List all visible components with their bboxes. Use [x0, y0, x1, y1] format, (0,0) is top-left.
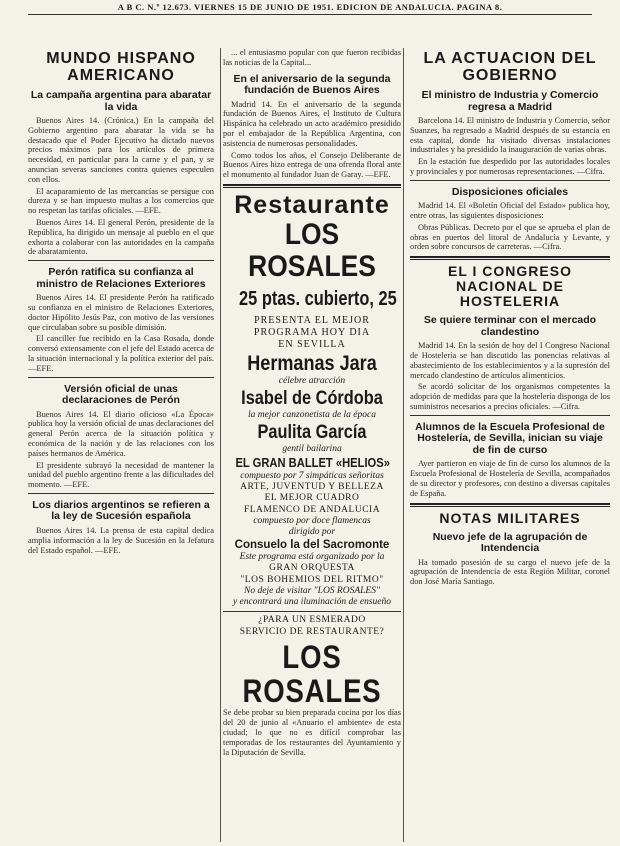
- column-left: [28, 48, 214, 842]
- section-title-line-2: AMERICANO: [67, 67, 175, 84]
- article-paragraph: Madrid 14. El «Boletín Oficial del Estado» publica hoy, entre otras, las siguientes disposiciones:: [410, 201, 610, 221]
- section-title-line-1: MUNDO HISPANO: [46, 50, 196, 67]
- article-headline: La campaña argentina para abaratar la vida: [30, 89, 212, 113]
- divider: [28, 493, 214, 494]
- ad-question: ¿PARA UN ESMERADO: [258, 615, 366, 626]
- divider: [223, 611, 401, 612]
- ad-act-name: Paulita García: [257, 421, 367, 443]
- article-headline-large: EL I CONGRESO NACIONAL DE HOSTELERIA: [448, 263, 572, 310]
- article-paragraph: Ayer partieron en viaje de fin de curso los alumnos de la Escuela Profesional de Hostelería de Sevilla, acompañados de su director y profesores, con destino a diversas capitales de España.: [410, 459, 610, 498]
- ad-question: SERVICIO DE RESTAURANTE?: [239, 626, 385, 637]
- ad-price: 25 ptas. cubierto, 25: [239, 287, 397, 310]
- article-headline: El ministro de Industria y Comercio regresa a Madrid: [421, 89, 599, 113]
- ad-act-name: FLAMENCO DE ANDALUCIA: [243, 504, 381, 515]
- ad-act-caption: compuesto por 7 simpáticas señoritas: [240, 470, 384, 481]
- article-paragraph: Buenos Aires 14. El presidente Perón ha ratificado su confianza en el ministro de Relaciones Exteriores, doctor Hipólito Jesús Paz, con motivo de las versiones que circulaban sobre su posible dimisión.: [28, 293, 214, 332]
- article-paragraph: Barcelona 14. El ministro de Industria y Comercio, señor Suanzes, ha regresado a Madrid después de su estancia en esta capital, donde ha visitado diversas instalaciones industriales y ha presidido la inauguración de varias obras.: [410, 116, 610, 155]
- article-paragraph: Obras Públicas. Decreto por el que se aprueba el plan de obras en puertos del litoral de Andalucía y Levante, y orden sobre concursos de carreteras. —Cifra.: [410, 222, 610, 252]
- article-headline-large: NOTAS MILITARES: [439, 509, 581, 526]
- ad-act-name: EL GRAN BALLET «HELIOS»: [235, 454, 390, 470]
- page-masthead: [0, 0, 620, 46]
- divider: [28, 377, 214, 378]
- ad-presents-line: PRESENTA EL MEJOR: [254, 314, 370, 326]
- divider: [410, 503, 610, 507]
- ad-act-caption: Este programa está organizado por la: [239, 552, 385, 563]
- article-paragraph: Madrid 14. En el aniversario de la segunda fundación de Buenos Aires, el Instituto de Cultura Hispánica ha celebrado un acto académico presidido por el embajador de la República Argentina, con asistencia de numerosas personalidades.: [223, 99, 401, 148]
- divider: [410, 180, 610, 181]
- section-title-mundo-hispano: [28, 50, 214, 84]
- article-headline: Disposiciones oficiales: [451, 185, 569, 198]
- article-paragraph: El canciller fue recibido en la Casa Rosada, donde conversó extensamente con el jefe del Estado acerca de la situación internacional y la política exterior del país. —EFE.: [28, 334, 214, 373]
- ad-visit-line: y encontrará una iluminación de ensueño: [232, 597, 392, 608]
- article-paragraph: ... el entusiasmo popular con que fueron recibidas las noticias de la Capital...: [223, 48, 401, 67]
- ad-restaurant-name: LOS ROSALES: [248, 217, 376, 283]
- ad-presents-line: PROGRAMA HOY DIA: [253, 326, 371, 338]
- article-headline: En el aniversario de la segunda fundación de Buenos Aires: [233, 72, 391, 97]
- ad-orchestra: "LOS BOHEMIOS DEL RITMO": [240, 574, 384, 585]
- section-title-gobierno: [410, 50, 610, 84]
- article-subheadline: Nuevo jefe de la agrupación de Intendencia: [432, 530, 588, 555]
- section-title-line-2: GOBIERNO: [462, 67, 558, 84]
- article-paragraph: Buenos Aires 14. La prensa de esta capital dedica amplia información a la ley de Sucesión en la Jefatura del Estado español. —EFE.: [28, 525, 214, 555]
- ad-act-caption: gentil bailarina: [282, 443, 342, 454]
- article-headline: Los diarios argentinos se refieren a la ley de Sucesión española: [32, 498, 210, 523]
- article-paragraph: Se acordó solicitar de los organismos competentes la adopción de medidas para que la hostelería disponga de los suministros necesarios a precios oficiales. —Cifra.: [410, 382, 610, 412]
- ad-act-name: EL MEJOR CUADRO: [264, 493, 360, 504]
- column-right: [410, 48, 610, 842]
- article-headline: Alumnos de la Escuela Profesional de Hostelería, de Sevilla, inician su viaje de fin de curso: [415, 420, 605, 456]
- article-paragraph: Buenos Aires 14. El diario oficioso «La Época» publica hoy la versión oficial de unas declaraciones del general Perón acerca de la situación política y económica de la nación y de las relaciones con los países hermanos de América.: [28, 409, 214, 458]
- article-subheadline: Se quiere terminar con el mercado clandestino: [423, 314, 597, 338]
- article-paragraph: Madrid 14. En la sesión de hoy del I Congreso Nacional de Hostelería se han discutido las ponencias relativas al abastecimiento de los establecimientos y a la supresión del mercado clandestino de artículos alimenticios.: [410, 341, 610, 380]
- ad-act-caption: célebre atracción: [278, 375, 346, 386]
- article-paragraph: Buenos Aires 14. (Crónica.) En la campaña del Gobierno argentino para abaratar la vida se ha destacado que el Poder Ejecutivo ha dictado nuevos precios máximos para los artículos de primera necesidad, en particular para la carne y el pan, y se anuncian severas sanciones contra quienes especulen con ellos.: [28, 116, 214, 184]
- column-center: [220, 48, 404, 842]
- ad-presents-line: EN SEVILLA: [278, 338, 346, 350]
- divider: [28, 260, 214, 261]
- ad-orchestra: GRAN ORQUESTA: [269, 563, 355, 574]
- article-paragraph: Ha tomado posesión de su cargo el nuevo jefe de la agrupación de Intendencia de esta Región Militar, coronel don José María Santiago.: [410, 557, 610, 587]
- ad-act-caption: dirigido por: [288, 527, 336, 538]
- restaurant-advertisement: [223, 192, 401, 757]
- article-paragraph: Buenos Aires 14. El general Perón, presidente de la República, ha dirigido un mensaje al pueblo en el que exhorta a colaborar con las autoridades en la campaña de abaratamiento.: [28, 217, 214, 257]
- article-headline: Perón ratifica su confianza al ministro de Relaciones Exteriores: [36, 266, 206, 290]
- masthead-rule: [28, 14, 592, 15]
- ad-restaurant-label: Restaurante: [234, 190, 390, 219]
- ad-act-name: Consuelo la del Sacromonte: [234, 539, 390, 552]
- article-paragraph: En la estación fue despedido por las autoridades locales y provinciales y por numerosas representaciones. —Cifra.: [410, 157, 610, 176]
- section-title-line-1: LA ACTUACION DEL: [423, 50, 597, 67]
- ad-restaurant-name-footer: LOS ROSALES: [242, 639, 382, 710]
- ad-act-name: Hermanas Jara: [247, 351, 377, 375]
- article-paragraph: El presidente subrayó la necesidad de mantener la unidad del pueblo argentino frente a las dificultades del momento. —EFE.: [28, 460, 214, 490]
- ad-act-caption: compuesto por doce flamencas: [253, 516, 371, 527]
- ad-act-caption: ARTE, JUVENTUD Y BELLEZA: [240, 481, 384, 492]
- divider: [223, 184, 401, 188]
- masthead-text: A B C. N.º 12.673. VIERNES 15 DE JUNIO DE 1951. EDICION DE ANDALUCIA. PAGINA 8.: [117, 2, 503, 12]
- ad-act-caption: la mejor canzonetista de la época: [248, 409, 376, 420]
- article-paragraph: Como todos los años, el Consejo Deliberante de Buenos Aires hizo entrega de una ofrenda floral ante el monumento al fundador Juan de Garay. —EFE.: [223, 150, 401, 180]
- ad-act-name: Isabel de Córdoba: [241, 387, 383, 409]
- ad-visit-line: No deje de visitar "LOS ROSALES": [244, 586, 380, 597]
- article-headline: Versión oficial de unas declaraciones de Perón: [62, 382, 180, 407]
- divider: [410, 415, 610, 416]
- divider: [410, 256, 610, 260]
- ad-footnote: Se debe probar su bien preparada cocina por los días del 20 de junio al «Anuario el ambiente» de esta ciudad; lo que no es difícil comprobar las temporadas de los restaurantes del Ayuntamiento y la Diputación de Sevilla.: [223, 708, 401, 757]
- article-paragraph: El acaparamiento de las mercancías se persigue con dureza y se han impuesto multas a los comercios que no respetan las tarifas oficiales. —EFE.: [28, 186, 214, 216]
